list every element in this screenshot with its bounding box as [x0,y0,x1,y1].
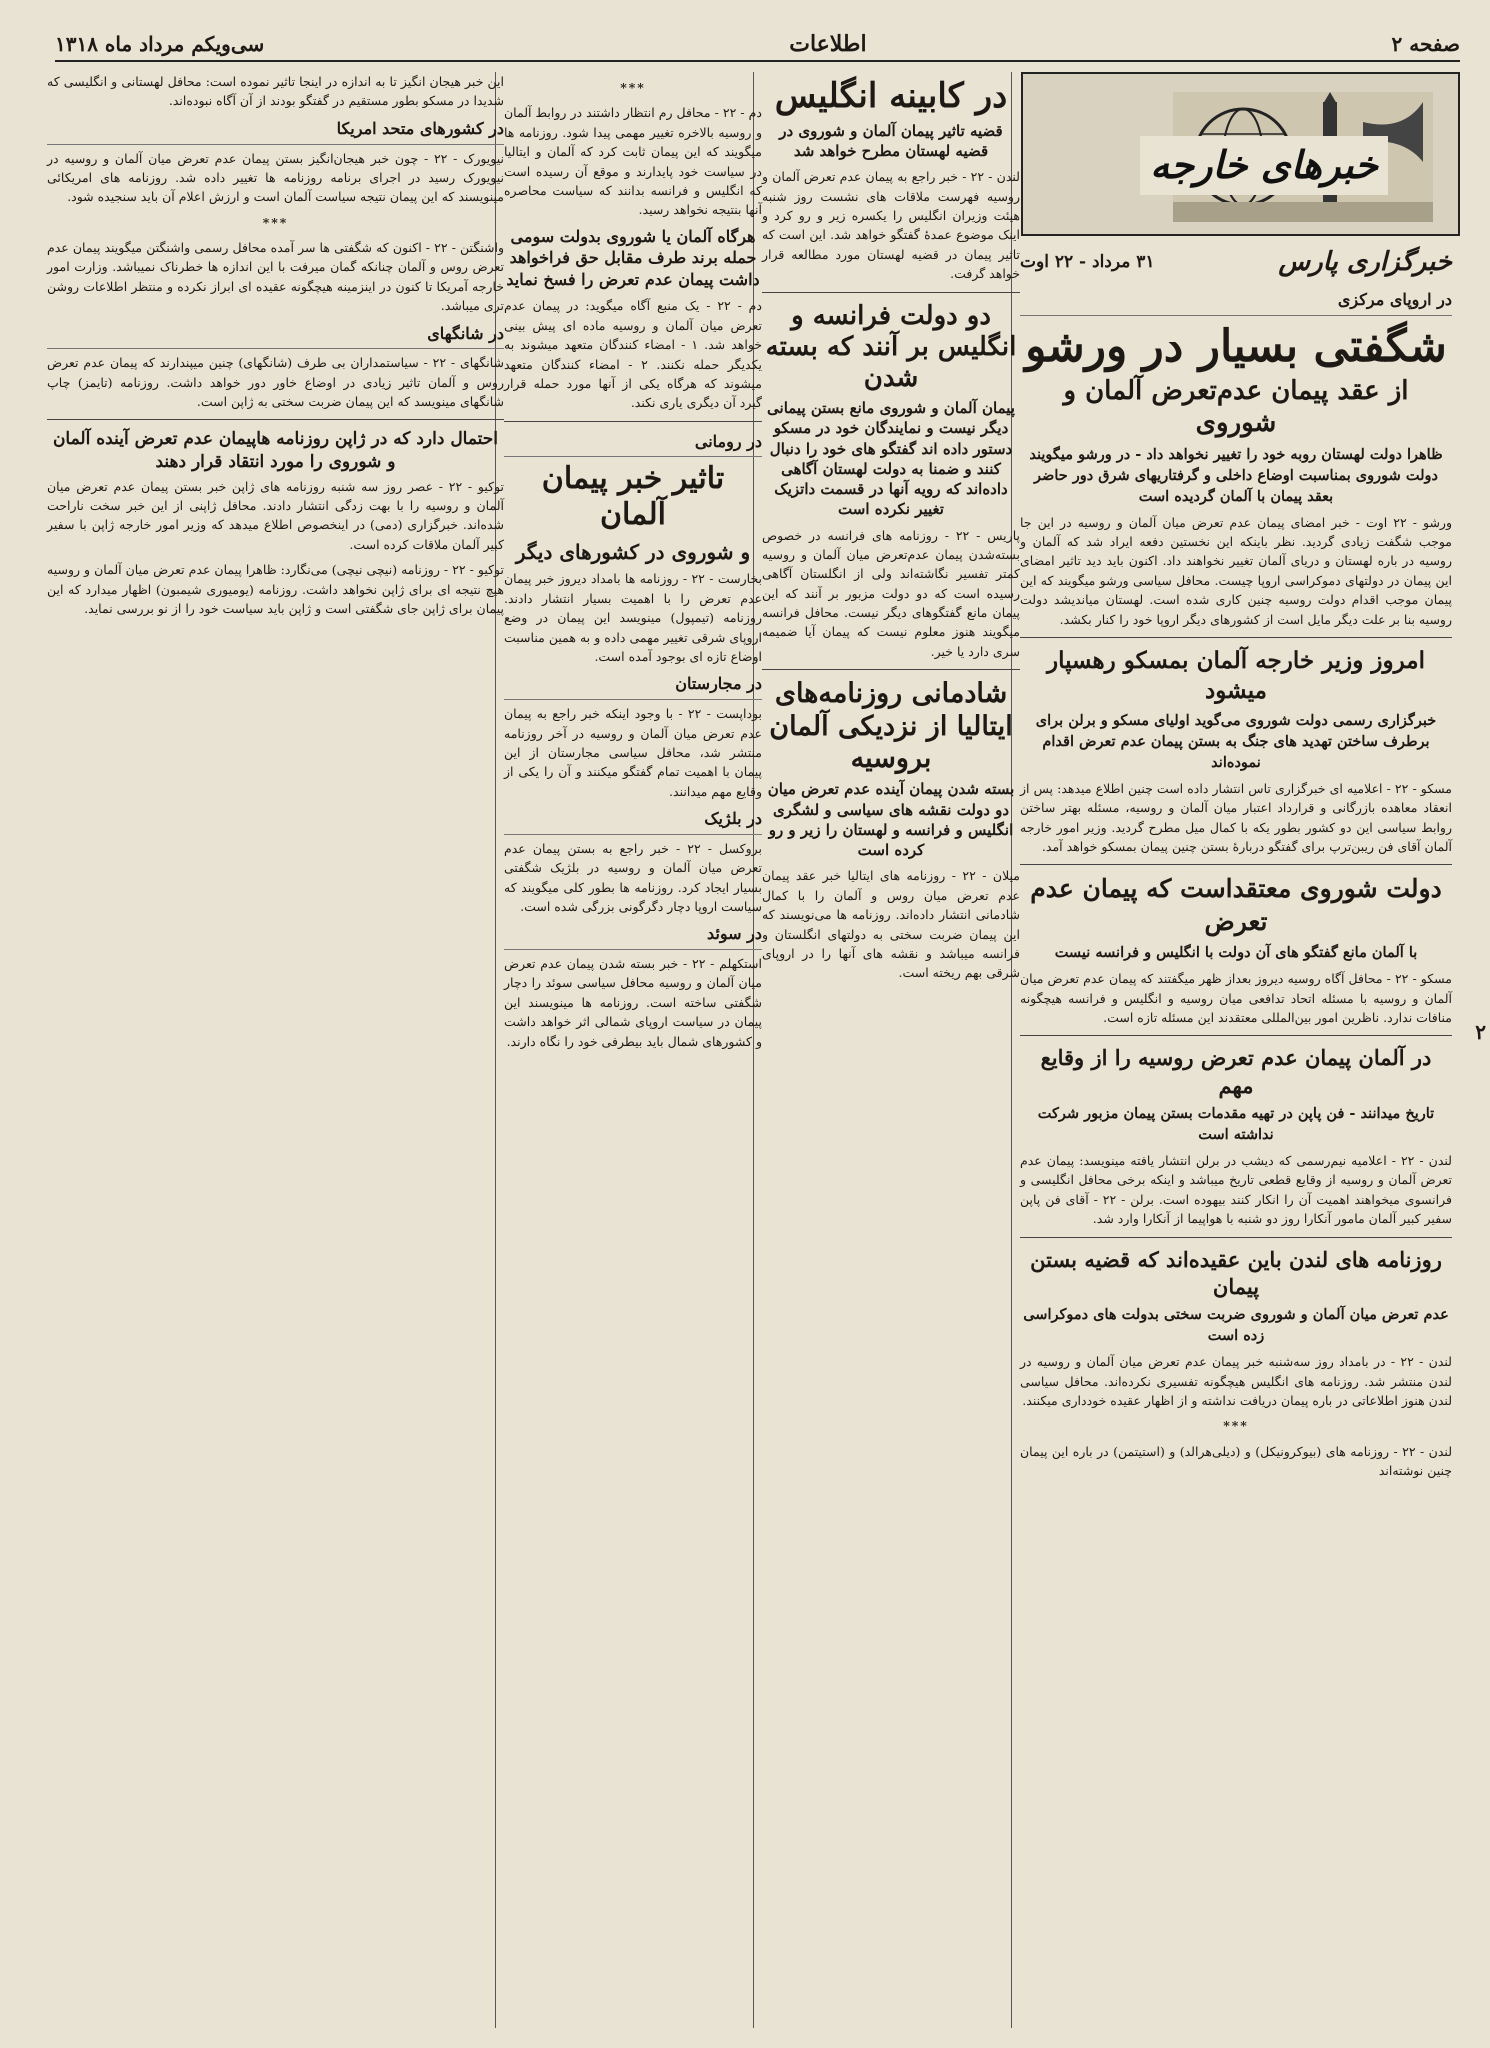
foreign-news-title: خبرهای خارجه [1140,136,1388,195]
soviet-belief-body: مسکو - ۲۲ - محافل آگاه روسیه دیروز بعداز ظهر میگفتند که پیمان عدم تعرض میان آلمان و روسیه با مسئله اتحاد تدافعی میان روسیه و انگلیس و فرانسه هیچگونه منافات ندارد. ناظرین امور بین‌المللی معتقدند این مسئله تازه است. [1020,971,1452,1026]
italy-headline: شادمانی روزنامه‌های ایتالیا از نزدیکی آلمان بروسیه [769,678,1013,775]
belgium-body: بروکسل - ۲۲ - خبر راجع به بستن پیمان عدم تعرض میان آلمان و روسیه در بلژیک شگفتی بسیار ایجاد کرد. روزنامه ها بطور کلی میگویند که سیاست اروپا دچار دگرگونی بزرگی شده است. [504,840,762,914]
japan-body-2: توکیو - ۲۲ - روزنامه (نیچی نیچی) می‌نگارد: ظاهرا پیمان عدم تعرض میان آلمان و روسیه هیچ نتیجه ای برای ژاپن نخواهد داشت. روزنامه (یومیوری شیمبون) اظهار میدارد که این پیمان برای ژاپن جای شگفتی است و ژاپن باید سیاست خود را از نو بررسی نماید. [47,562,504,616]
london-papers-deck: عدم تعرض میان آلمان و شوروی ضربت سختی بدولت های دموکراسی زده است [1023,1306,1449,1345]
usa-section: در کشورهای متحد امریکا [47,117,504,145]
london-papers-headline: روزنامه های لندن باین عقیده‌اند که قضیه بستن پیمان [1030,1246,1442,1299]
germany-view-body: لندن - ۲۲ - اعلامیه نیم‌رسمی که دیشب در برلن انتشار یافته مینویسد: پیمان عدم تعرض آلمان و روسیه از وقایع قطعی تاریخ میباشد و اینکه برخی محافل انگلیسی و فرانسوی میخواهند اهمیت آن را انکار کنند بیهوده است. برلن - ۲۲ - آقای فن پاپن سفیر کبیر آلمان مامور آنکارا روز دو شنبه با هواپیما از آنکارا وارد شد. [1020,1153,1452,1227]
issue-date: سی‌ویکم مرداد ماه ۱۳۱۸ [55,32,265,56]
paper-name: اطلاعات [789,31,867,57]
japan-headline: احتمال دارد که در ژاپن روزنامه هاپیمان عدم تعرض آینده آلمان و شوروی را مورد انتقاد قرار دهند [52,429,499,472]
news-agency-name: خبرگزاری پارس [1278,247,1452,277]
cabinet-body: لندن - ۲۲ - خبر راجع به پیمان عدم تعرض آلمان و روسیه فهرست ملاقات های نشست روز شنبه هیئت وزیران انگلیس را یکسره زیر و رو کرد و اینک موضوع عمدهٔ گفتگو خواهد شد. این است که تاثیر پیمان در قضیه لهستان مورد مطالعه قرار خواهد گرفت. [762,169,1020,282]
lead-subheadline: از عقد پیمان عدم‌تعرض آلمان و شوروی [1063,375,1409,439]
france-england-headline: دو دولت فرانسه و انگلیس بر آنند که بسته شدن [765,300,1017,393]
soviet-belief-headline: دولت شوروی معتقداست که پیمان عدم تعرض [1030,874,1442,936]
germany-view-headline: در آلمان پیمان عدم تعرض روسیه را از وقایع مهم [1040,1045,1432,1098]
page-number: صفحه ۲ [1391,32,1460,56]
rome-body: دم - ۲۲ - محافل رم انتظار داشتند در روابط آلمان و روسیه بالاخره تغییر مهمی پیدا شود. روزنامه ها میگویند که این پیمان ثابت کرد که آلمان و ایتالیا در سیاست خود پایدارند و موقع آن رسیده است که انگلیس و فرانسه بدانند که سیاست محاصره آنها بنتیجه نخواهد رسید. [504,105,762,218]
masthead [55,28,1460,62]
romania-body: بخارست - ۲۲ - روزنامه ها بامداد دیروز خبر پیمان عدم تعرض را با اهمیت بسیار انتشار دادند. روزنامه (تیمپول) مینویسد این پیمان در وضع اروپای شرقی تغییر مهمی داده و به همین مناسبت اوضاع تازه ای بوجود آمده است. [504,571,762,664]
france-england-deck: پیمان آلمان و شوروی مانع بستن پیمانی دیگر نیست و نمایندگان خود در مسکو دستور داده اند گفتگو های خود را دنبال کنند و ضمنا به دولت لهستان آگاهی داده‌اند که رویه آنها در قسمت داتزیک تغییر نکرده است [767,399,1015,519]
london-papers-body: لندن - ۲۲ - در بامداد روز سه‌شنبه خبر پیمان عدم تعرض میان آلمان و روسیه در لندن منتشر شد. روزنامه های انگلیس هیچگونه تفسیری نکرده‌اند. محافل سیاسی لندن هنوز اطلاعاتی در باره پیمان دریافت نداشته و از اظهار عقیده خودداری میکنند. [1020,1354,1452,1408]
column-cabinet [753,72,1028,2028]
italy-deck: بسته شدن پیمان آینده عدم تعرض میان دو دولت نقشه های سیاسی و لشگری انگلیس و فرانسه و لهستان را زیر و رو کرده است [767,780,1015,860]
france-england-body: پاریس - ۲۲ - روزنامه های فرانسه در خصوص بسته‌شدن پیمان عدم‌تعرض میان آلمان و روسیه کمتر تفسیر نگاشته‌اند ولی از انگلستان آگاهی رسیده است که دو دولت مزبور بر آنند که این پیمان مانع گفتگوهای دیگر نیست. محافل فرانسه میگویند هنوز معلوم نیست که پیمان آیا ضمیمه سری دارد یا خیر. [762,527,1020,659]
hungary-body: بوداپست - ۲۲ - با وجود اینکه خبر راجع به پیمان عدم تعرض میان آلمان و روسیه در آخر روزنامه منتشر شد، محافل سیاسی مجارستان از این پیمان با اهمیت تمام گفتگو میکنند و آن را یکی از وقایع مهم میدانند. [504,706,762,799]
lead-headline: شگفتی بسیار در ورشو [1025,321,1447,373]
cabinet-headline: در کابینه انگلیس [774,76,1008,116]
romania-section: در رومانی [504,430,762,458]
foreign-news-banner [1021,72,1460,236]
shanghai-section: در شانگهای [47,322,504,350]
agency-dateline: ۳۱ مرداد - ۲۲ اوت [1020,251,1155,272]
column-world: این خبر هیجان انگیز تا به اندازه در اینجا تاثیر نموده است: محافل لهستانی و انگلیسی که شدیدا در مسکو بطور مستقیم در گفتگو بودند از آن آگاه نبوده‌اند. در کشورهای متحد امریکا نیویورک - ۲۲ - چون خبر هیجان‌انگیز بستن پیمان عدم تعرض میان آلمان و روسیه در نیویورک رسید در اجرای برنامه روزنامه ها تغییر داده شد. روزنامه های امریکائی مینویسند که این پیمان نتیجه سیاست آلمان است و ارزش اعلام آن باید سنجیده شود. *** واشنگتن - ۲۲ - اکنون که شگفتی ها سر آمده محافل رسمی واشنگتن میگویند پیمان عدم تعرض روس و آلمان چنانکه گمان میرفت با این اندازه ها خطرناک نمیباشد. وزارت امور خارجه آمریکا تا کنون در اینزمینه هیچگونه عقیده ای ابراز نکرده و منتظر اطلاعات روشن تری میباشد. در شانگهای شانگهای - ۲۲ - سیاستمداران بی طرف (شانگهای) چنین میپندارند که پیمان عدم تعرض روس و آلمان تاثیر زیادی در اوضاع خاور دور خواهد داشت. روزنامه (تایمز) چاپ شانگهای مینویسد که این پیمان ضربت سختی به ژاپن است. احتمال دارد که در ژاپن روزنامه هاپیمان عدم تعرض آینده آلمان و شوروی را مورد انتقاد قرار دهند توکیو - ۲۲ - عصر روز سه شنبه روزنامه های ژاپن خبر بستن پیمان عدم تعرض میان آلمان و روسیه را با بهت زدگی انتشار دادند. محافل ژاپنی از این خبر سخت ناراحت شده‌اند. خبرگزاری (دمی) در اینخصوص اطلاع میدهد که وزیر امور خارجه ژاپن با سفیر کبیر آلمان ملاقات کرده است. توکیو - ۲۲ - روزنامه (نیچی نیچی) می‌نگارد: ظاهرا پیمان عدم تعرض میان آلمان و روسیه هیچ نتیجه ای برای ژاپن نخواهد داشت. روزنامه (یومیوری شیمبون) اظهار میدارد که این پیمان برای ژاپن جای شگفتی است و ژاپن باید سیاست خود را از نو بررسی نماید. [39,72,512,2028]
lead-body: ورشو - ۲۲ اوت - خبر امضای پیمان عدم تعرض میان آلمان و روسیه در این جا موجب شگفت زیادی گردید. نظر باینکه این نخستین دفعه ایراد شد که آلمان و روسیه در باره لهستان و دریای آلمان تغییر نخواهند داد. اکنون باید دید تاثیر امضای این پیمان در دولتهای دموکراسی اروپا چیست. محافل سیاسی ورشو میگویند که این پیمان موجب اقدام دولت روسیه چنین کاری شده است. لهستان میاندیشد دولت روسیه بنا بر علت دیگر مایل است از کشورهای دیگر اروپا خود را کنار بکشد. [1020,514,1452,627]
columns [47,72,1460,2028]
attack-clause-headline: هرگاه آلمان یا شوروی بدولت سومی حمله برند طرف مقابل حق فراخواهد داشت پیمان عدم تعرض را فسخ نماید [506,226,760,289]
column-lead: خبرهای خارجه خبرگزاری پارس ۳۱ مرداد - ۲۲ اوت در اروپای مرکزی شگفتی بسیار در ورشو از عقد پیمان عدم‌تعرض آلمان و شوروی ظاهرا دولت لهستان روبه خود را تغییر نخواهد داد - در ورشو میگویند دولت شوروی بمناسبت اوضاع داخلی و گرفتاریهای شرق دور حاضر بعقد پیمان با آلمان گردیده است ورشو - ۲۲ اوت - خبر امضای پیمان عدم تعرض میان آلمان و روسیه در این جا موجب شگفت زیادی گردید. نظر باینکه این نخستین دفعه ایراد شد که آلمان و روسیه در باره لهستان و دریای آلمان تغییر نخواهند داد. اکنون باید دید تاثیر امضای این پیمان در دولتهای دموکراسی اروپا چیست. محافل سیاسی ورشو میگویند که این پیمان موجب اقدام دولت روسیه چنین کاری شده است. لهستان میاندیشد دولت روسیه بنا بر علت دیگر مایل است از کشورهای دیگر اروپا خود را کنار بکشد. امروز وزیر خارجه آلمان بمسکو رهسپار میشود خبرگزاری رسمی دولت شوروی می‌گوید اولیای مسکو و برلن برای برطرف ساختن تهدید های جنگ به بستن پیمان عدم تعرض اقدام نموده‌اند مسکو - ۲۲ - اعلامیه ای خبرگزاری تاس انتشار داده است چنین اطلاع میدهد: پس از انعقاد معاهده بازرگانی و قرارداد اعتبار میان آلمان و روسیه، مسئله بهتر ساختن روابط سیاسی این دو کشور بطور یکه با کمال میل مطرح گردید. وزیر امور خارجه آلمان آقای فن ریبن‌ترپ برای گفتگو دربارهٔ بستن چنین پیمان بمسکو خواهد آمد. دولت شوروی معتقداست که پیمان عدم تعرض با آلمان مانع گفتگو های آن دولت با انگلیس و فرانسه نیست مسکو - ۲۲ - محافل آگاه روسیه دیروز بعداز ظهر میگفتند که پیمان عدم تعرض میان آلمان و روسیه با مسئله اتحاد تدافعی میان روسیه و انگلیس و فرانسه هیچگونه منافات ندارد. ناظرین امور بین‌المللی معتقدند این مسئله تازه است. در آلمان پیمان عدم تعرض روسیه را از وقایع مهم تاریخ میدانند - فن پاپن در تهیه مقدمات بستن پیمان مزبور شرکت نداشته است لندن - ۲۲ - اعلامیه نیم‌رسمی که دیشب در برلن انتشار یافته مینویسد: پیمان عدم تعرض آلمان و روسیه از وقایع قطعی تاریخ میباشد و اینکه برخی محافل انگلیسی و فرانسوی میخواهند اهمیت آن را انکار کنند بیهوده است. برلن - ۲۲ - آقای فن پاپن سفیر کبیر آلمان مامور آنکارا روز دو شنبه با هواپیما از آنکارا وارد شد. روزنامه های لندن باین عقیده‌اند که قضیه بستن پیمان عدم تعرض میان آلمان و شوروی ضربت سختی بدولت های دموکراسی زده است لندن - ۲۲ - در بامداد روز سه‌شنبه خبر پیمان عدم تعرض میان آلمان و روسیه در لندن منتشر شد. روزنامه های انگلیس هیچگونه تفسیری نکرده‌اند. محافل سیاسی لندن هنوز اطلاعاتی در باره پیمان دریافت نداشته و از اظهار عقیده خودداری میکنند. *** لندن - ۲۲ - روزنامه های (بیوکرونیکل) و (دیلی‌هرالد) و (استیتمن) در باره این پیمان چنین نوشته‌اند [1011,72,1460,2028]
soviet-belief-deck: با آلمان مانع گفتگو های آن دولت با انگلیس و فرانسه نیست [1054,944,1418,962]
sweden-body: استکهلم - ۲۲ - خبر بسته شدن پیمان عدم تعرض میان آلمان و روسیه محافل سیاسی سوئد را دچار شگفتی ساخته است. روزنامه ها مینویسند این پیمان در سیاست اروپای شمالی اثر خواهد داشت و کشورهای شمال باید بیطرفی خود را نگاه دارند. [504,956,762,1049]
attack-clause-body: دم - ۲۲ - یک منبع آگاه میگوید: در پیمان عدم تعرض میان آلمان و روسیه ماده ای پیش بینی خواهد شد. ۱ - امضاء کنندگان متعهد میشوند به یکدیگر حمله نکنند. ۲ - امضاء کنندگان متعهد میشوند که هرگاه یکی از آنها مورد حمله قرار گیرد آن دیگری یاری نکند. [504,298,763,411]
romania-headline: تاثیر خبر پیمان آلمان [541,461,725,533]
washington-body: واشنگتن - ۲۲ - اکنون که شگفتی ها سر آمده محافل رسمی واشنگتن میگویند پیمان عدم تعرض روس و آلمان چنانکه گمان میرفت با این اندازه ها خطرناک نمیباشد. وزارت امور خارجه آمریکا تا کنون در اینزمینه هیچگونه عقیده ای ابراز نکرده و منتظر اطلاعات روشن تری میباشد. [47,240,504,314]
usa-body: نیویورک - ۲۲ - چون خبر هیجان‌انگیز بستن پیمان عدم تعرض میان آلمان و روسیه در نیویورک رسید در اجرای برنامه روزنامه ها تغییر داده شد. روزنامه های امریکائی مینویسند که این پیمان نتیجه سیاست آلمان است و ارزش اعلام آن باید سنجیده شود. [47,150,504,205]
sweden-section: در سوئد [504,922,762,950]
hungary-section: در مجارستان [504,672,762,700]
italy-body: میلان - ۲۲ - روزنامه های ایتالیا خبر عقد پیمان عدم تعرض میان روس و آلمان را با کمال شادمانی انتشار داده‌اند. روزنامه ها می‌نویسند که این پیمان ضربت سختی به دولتهای انگلستان و فرانسه میباشد و نقشه های آنها را در اروپای شرقی بهم ریخته است. [762,868,1020,981]
ribbentrop-deck: خبرگزاری رسمی دولت شوروی می‌گوید اولیای مسکو و برلن برای برطرف ساختن تهدید های جنگ به بستن پیمان عدم تعرض اقدام نموده‌اند [1035,711,1437,771]
london-papers-footer: لندن - ۲۲ - روزنامه های (بیوکرونیکل) و (دیلی‌هرالد) و (استیتمن) در باره این پیمان چنین نوشته‌اند [1020,1443,1452,1479]
japan-body: توکیو - ۲۲ - عصر روز سه شنبه روزنامه های ژاپن خبر بستن پیمان عدم تعرض میان آلمان و روسیه را با بهت زدگی انتشار دادند. محافل ژاپنی از این خبر سخت ناراحت شده‌اند. خبرگزاری (دمی) در اینخصوص اطلاع میدهد که وزیر امور خارجه ژاپن با سفیر کبیر آلمان ملاقات کرده است. [47,478,505,552]
germany-view-deck: تاریخ میدانند - فن پاپن در تهیه مقدمات بستن پیمان مزبور شرکت نداشته است [1037,1105,1435,1144]
belgium-section: در بلژیک [504,807,762,835]
column-europe: *** دم - ۲۲ - محافل رم انتظار داشتند در روابط آلمان و روسیه بالاخره تغییر مهمی پیدا شود. روزنامه ها میگویند که این پیمان ثابت کرد که آلمان و ایتالیا در سیاست خود پایدارند و موقع آن رسیده است که انگلیس و فرانسه بدانند که سیاست محاصره آنها بنتیجه نخواهد رسید. هرگاه آلمان یا شوروی بدولت سومی حمله برند طرف مقابل حق فراخواهد داشت پیمان عدم تعرض را فسخ نماید دم - ۲۲ - یک منبع آگاه میگوید: در پیمان عدم تعرض میان آلمان و روسیه ماده ای پیش بینی خواهد شد. ۱ - امضاء کنندگان متعهد میشوند به یکدیگر حمله نکنند. ۲ - امضاء کنندگان متعهد میشوند که هرگاه یکی از آنها مورد حمله قرار گیرد آن دیگری یاری نکند. در رومانی تاثیر خبر پیمان آلمان و شوروی در کشورهای دیگر بخارست - ۲۲ - روزنامه ها بامداد دیروز خبر پیمان عدم تعرض را با اهمیت بسیار انتشار دادند. روزنامه (تیمپول) مینویسد این پیمان در وضع اروپای شرقی تغییر مهمی داده و به همین مناسبت اوضاع تازه ای بوجود آمده است. در مجارستان بوداپست - ۲۲ - با وجود اینکه خبر راجع به پیمان عدم تعرض میان آلمان و روسیه در آخر روزنامه منتشر شد، محافل سیاسی مجارستان از این پیمان با اهمیت تمام گفتگو میکنند و آن را یکی از وقایع مهم میدانند. در بلژیک بروکسل - ۲۲ - خبر راجع به بستن پیمان عدم تعرض میان آلمان و روسیه در بلژیک شگفتی بسیار ایجاد کرد. روزنامه ها بطور کلی میگویند که سیاست اروپا دچار دگرگونی بزرگی شده است. در سوئد استکهلم - ۲۲ - خبر بسته شدن پیمان عدم تعرض میان آلمان و روسیه محافل سیاسی سوئد را دچار شگفتی ساخته است. روزنامه ها مینویسند این پیمان در سیاست اروپای شمالی اثر خواهد داشت و کشورهای شمال باید بیطرفی خود را نگاه دارند. [495,72,770,2028]
ribbentrop-body: مسکو - ۲۲ - اعلامیه ای خبرگزاری تاس انتشار داده است چنین اطلاع میدهد: پس از انعقاد معاهده بازرگانی و قرارداد اعتبار میان آلمان و روسیه، مسئله بهتر ساختن روابط سیاسی این دو کشور بطور یکه با کمال میل مطرح گردید. وزیر امور خارجه آلمان آقای فن ریبن‌ترپ برای گفتگو دربارهٔ بستن چنین پیمان بمسکو خواهد آمد. [1020,780,1452,854]
ribbentrop-headline: امروز وزیر خارجه آلمان بمسکو رهسپار میشود [1046,646,1426,704]
margin-mark: ۲ [1475,1020,1486,1044]
cabinet-deck: قضیه تاثیر پیمان آلمان و شوروی در قضیه لهستان مطرح خواهد شد [779,121,1003,161]
lead-deck: ظاهرا دولت لهستان روبه خود را تغییر نخواهد داد - در ورشو میگویند دولت شوروی بمناسبت اوضاع داخلی و گرفتاریهای شرق دور حاضر بعقد پیمان با آلمان گردیده است [1029,445,1443,505]
lead-section-label: در اروپای مرکزی [1020,288,1452,316]
shanghai-body: شانگهای - ۲۲ - سیاستمداران بی طرف (شانگهای) چنین میپندارند که پیمان عدم تعرض روس و آلمان تاثیر زیادی در اوضاع خاور دور خواهد داشت. روزنامه (تایمز) چاپ شانگهای مینویسد که این پیمان ضربت سختی به ژاپن است. [47,355,504,410]
romania-deck: و شوروی در کشورهای دیگر [515,540,751,565]
intro-body: این خبر هیجان انگیز تا به اندازه در اینجا تاثیر نموده است: محافل لهستانی و انگلیسی که شدیدا در مسکو بطور مستقیم در گفتگو بودند از آن آگاه نبوده‌اند. [47,74,504,109]
